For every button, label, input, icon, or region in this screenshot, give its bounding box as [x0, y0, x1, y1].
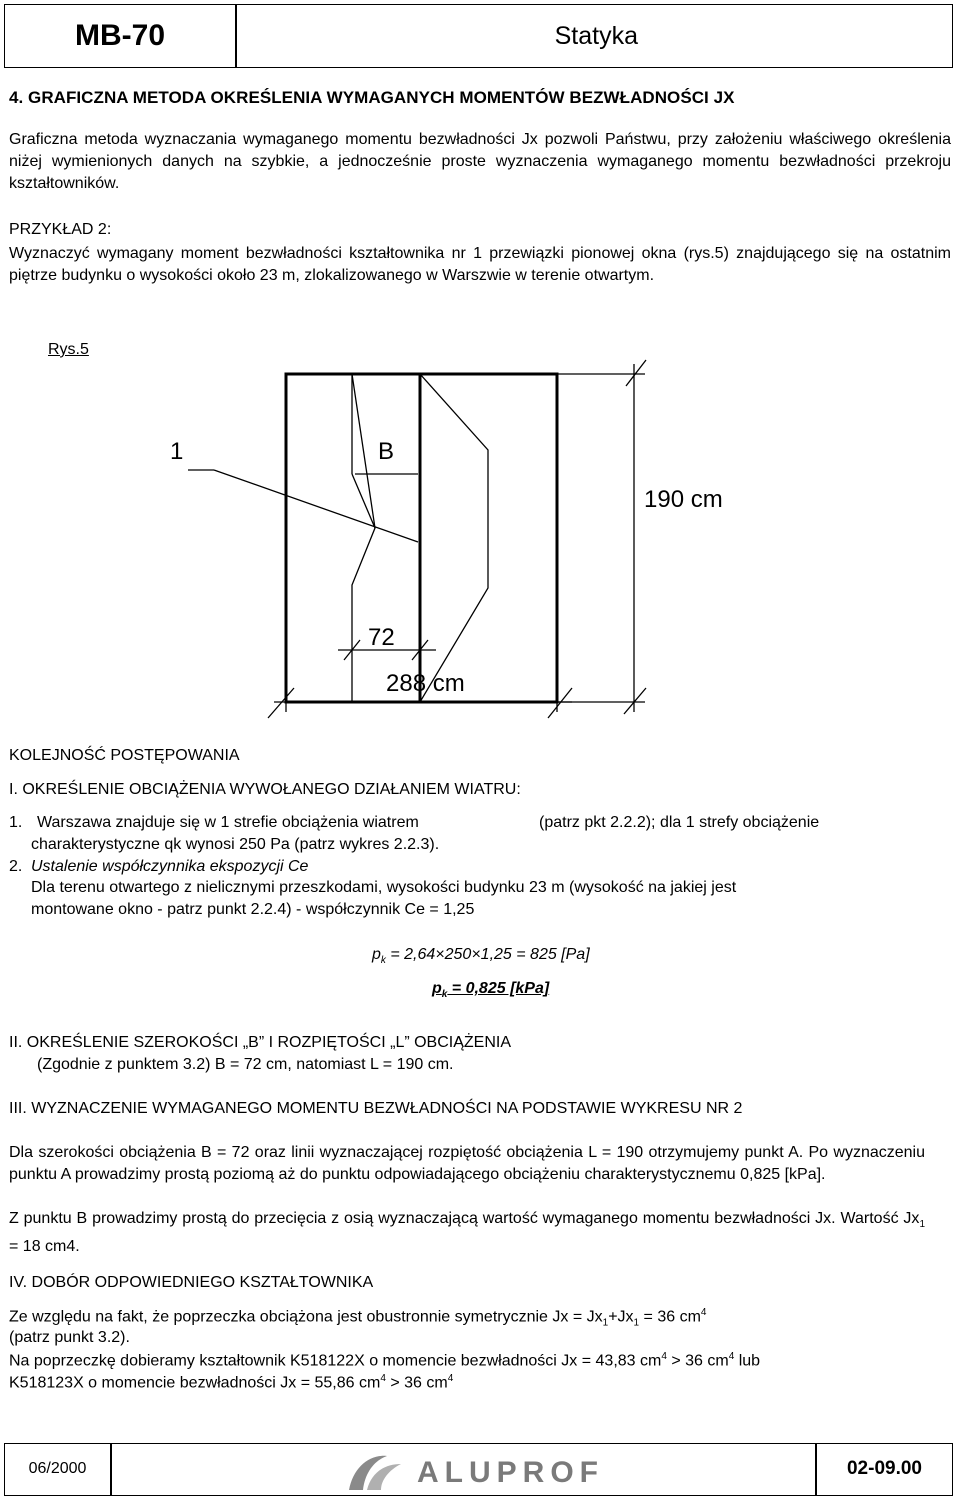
item-1-number: 1. [9, 814, 23, 831]
document-code: MB-70 [74, 19, 165, 52]
section-1-title: I. OKREŚLENIE OBCIĄŻENIA WYWOŁANEGO DZIAŁANIEM WIATRU: [9, 781, 521, 798]
aluprof-mark-icon [341, 1450, 411, 1492]
item-2-title: Ustalenie współczynnika ekspozycji Ce [31, 858, 309, 875]
part-1-label: 1 [170, 438, 184, 465]
item-2-number: 2. [9, 858, 23, 875]
document-category: Statyka [554, 22, 638, 50]
section-title: 4. GRAFICZNA METODA OKREŚLENIA WYMAGANYCH MOMENTÓW BEZWŁADNOŚCI JX [9, 88, 735, 107]
formula-pk-result: $p_k = 0,825$ [kPa] [432, 980, 550, 1001]
section-2-title: II. OKREŚLENIE SZEROKOŚCI „B” I ROZPIĘTOŚCI „L” OBCIĄŻENIA [9, 1034, 512, 1051]
footer-date: 06/2000 [28, 1460, 87, 1477]
section-4-line-1: Ze względu na fakt, że poprzeczka obciążona jest obustronnie symetrycznie $Jx = Jx_1+Jx_1 = 36$ $cm^4$ [9, 1307, 707, 1329]
section-4-line-3: Na poprzeczkę dobieramy kształtownik K518122X o momencie bezwładności Jx = 43,83 $cm^4 > 36$ $cm^4$ lub [9, 1351, 761, 1370]
part-1-leader [214, 470, 418, 542]
section-4-line-2: (patrz punkt 3.2). [9, 1329, 130, 1346]
item-1-text-a: Warszawa znajduje się w 1 strefie obciążenia wiatrem [37, 814, 419, 831]
formula-pk-calc: $p_k = 2,64\times 250\times 1,25 = 825$ [Pa] [372, 946, 590, 967]
section-4-line-4: K518123X o momencie bezwładności Jx = 55,86 $cm^4 > 36$ $cm^4$ [9, 1373, 454, 1392]
intro-paragraph: Graficzna metoda wyznaczania wymaganego momentu bezwładności Jx pozwoli Państwu, przy założeniu właściwego określenia niżej wymienionych danych na szybkie, a jednocześnie proste wyznaczenia wymaganego momentu bezwładności przekroju kształtowników. [9, 131, 951, 192]
b-width-label: 72 [368, 624, 395, 651]
item-1-text-c: charakterystyczne qk wynosi 250 Pa (patrz wykres 2.2.3). [31, 836, 440, 853]
footer-doc-number: 02-09.00 [846, 1458, 922, 1479]
item-2-text-b: montowane okno - patrz punkt 2.2.4) - współczynnik Ce = 1,25 [31, 901, 475, 918]
section-4-title: IV. DOBÓR ODPOWIEDNIEGO KSZTAŁTOWNIKA [9, 1274, 374, 1291]
section-3-title: III. WYZNACZENIE WYMAGANEGO MOMENTU BEZWŁADNOŚCI NA PODSTAWIE WYKRESU NR 2 [9, 1100, 743, 1117]
aluprof-logo [335, 1448, 665, 1492]
section-3-paragraph-2: Z punktu B prowadzimy prostą do przecięcia z osią wyznaczającą wartość wymaganego momentu bezwładności Jx. Wartość $Jx_1 = 18$ cm4. [9, 1210, 925, 1256]
example-title: PRZYKŁAD 2: [9, 221, 112, 238]
page-footer [4, 1443, 953, 1496]
item-1-text-b: (patrz pkt 2.2.2); dla 1 strefy obciążenie [539, 814, 820, 831]
footer-divider-left [110, 1444, 112, 1495]
example-text: Wyznaczyć wymagany moment bezwładności kształtownika nr 1 przewiązki pionowej okna (rys.5) znajdującego się na ostatnim piętrze budynku o wysokości około 23 m, zlokalizowanego w Warszwie w terenie otwartym. [9, 245, 951, 284]
section-3-paragraph-1: Dla szerokości obciążenia B = 72 oraz linii wyznaczającej rozpiętość obciążenia L = 190 otrzymujemy punkt A. Po wyznaczeniu punktu A prowadzimy prostą poziomą aż do punktu odpowiadającego obciążeniu charakterystycznemu 0,825 [kPa]. [9, 1144, 925, 1183]
item-2-text-a: Dla terenu otwartego z nielicznymi przeszkodami, wysokości budynku 23 m (wysokość na jakiej jest [31, 879, 737, 896]
width-label: 288 cm [386, 670, 465, 697]
procedure-title: KOLEJNOŚĆ POSTĘPOWANIA [9, 747, 240, 764]
section-2-line: (Zgodnie z punktem 3.2) B = 72 cm, natomiast L = 190 cm. [37, 1056, 454, 1073]
height-label: 190 cm [644, 486, 723, 513]
figure-caption: Rys.5 [48, 341, 89, 358]
b-label: B [378, 438, 395, 465]
aluprof-wordmark: ALUPROF [417, 1456, 604, 1489]
